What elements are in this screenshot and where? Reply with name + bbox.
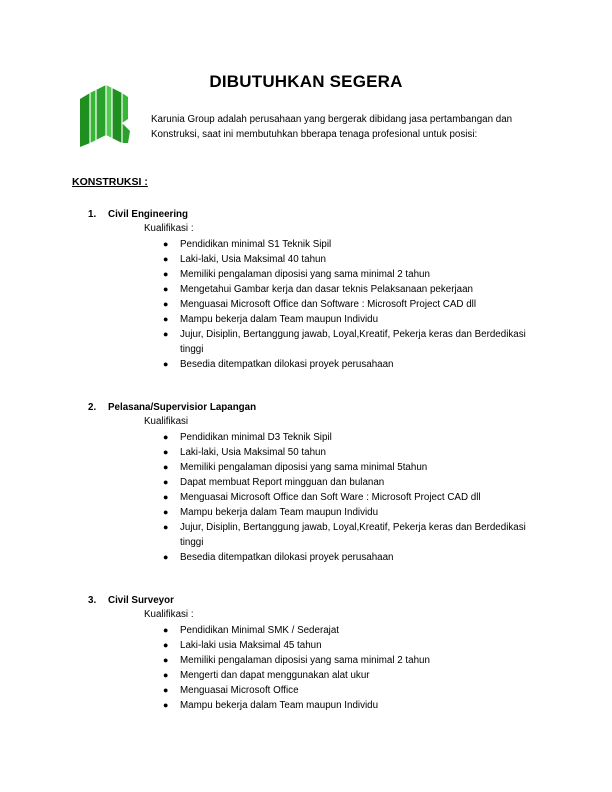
bullet-icon: ● bbox=[163, 359, 169, 369]
list-item: ● Besedia ditempatkan dilokasi proyek perusahaan bbox=[163, 359, 394, 370]
job-number: 3. bbox=[88, 595, 97, 606]
list-item: ● Pendidikan minimal D3 Teknik Sipil bbox=[163, 432, 332, 443]
job-title-text: Pelasana/Supervisior Lapangan bbox=[108, 402, 257, 413]
qualification-label: Kualifikasi bbox=[144, 416, 189, 427]
job-title-text: Civil Engineering bbox=[108, 209, 189, 220]
list-item: ● Menguasai Microsoft Office dan Soft Ware : Microsoft Project CAD dll bbox=[163, 492, 481, 503]
job-title bbox=[88, 594, 548, 608]
list-item: ● Memiliki pengalaman diposisi yang sama minimal 2 tahun bbox=[163, 655, 430, 666]
bullet-icon: ● bbox=[163, 552, 169, 562]
bullet-icon: ● bbox=[163, 314, 169, 324]
list-item: ● Pendidikan minimal S1 Teknik Sipil bbox=[163, 239, 332, 250]
job-pelaksana-supervisor bbox=[88, 401, 548, 565]
job-title bbox=[88, 208, 548, 222]
list-item: ● Menguasai Microsoft Office dan Software : Microsoft Project CAD dll bbox=[163, 299, 477, 310]
qualification-label: Kualifikasi : bbox=[144, 223, 194, 234]
job-title bbox=[88, 401, 548, 415]
bullet-icon: ● bbox=[163, 284, 169, 294]
qualification-label: Kualifikasi : bbox=[144, 609, 194, 620]
bullet-icon: ● bbox=[163, 477, 169, 487]
page-title: DIBUTUHKAN SEGERA bbox=[209, 72, 403, 91]
bullet-icon: ● bbox=[163, 700, 169, 710]
list-item: ● Dapat membuat Report mingguan dan bulanan bbox=[163, 477, 385, 488]
bullet-icon: ● bbox=[163, 254, 169, 264]
list-item: ● Jujur, Disiplin, Bertanggung jawab, Loyal,Kreatif, Pekerja keras dan Berdedikasi tinggi bbox=[163, 522, 526, 548]
bullet-icon: ● bbox=[163, 269, 169, 279]
list-item: ● Besedia ditempatkan dilokasi proyek perusahaan bbox=[163, 552, 394, 563]
bullet-icon: ● bbox=[163, 239, 169, 249]
requirements-list bbox=[88, 237, 548, 372]
bullet-icon: ● bbox=[163, 329, 169, 339]
requirements-list bbox=[88, 623, 548, 713]
list-item: ● Pendidikan Minimal SMK / Sederajat bbox=[163, 625, 340, 636]
bullet-icon: ● bbox=[163, 685, 169, 695]
bullet-icon: ● bbox=[163, 640, 169, 650]
job-title-text: Civil Surveyor bbox=[108, 595, 174, 606]
list-item: ● Laki-laki, Usia Maksimal 40 tahun bbox=[163, 254, 326, 265]
list-item: ● Menguasai Microsoft Office bbox=[163, 685, 299, 696]
list-item: ● Jujur, Disiplin, Bertanggung jawab, Loyal,Kreatif, Pekerja keras dan Berdedikasi tinggi bbox=[163, 329, 526, 355]
job-civil-engineering bbox=[88, 208, 548, 372]
job-number: 2. bbox=[88, 402, 97, 413]
intro-paragraph: Karunia Group adalah perusahaan yang bergerak dibidang jasa pertambangan dan Konstruksi, saat ini membutuhkan bberapa tenaga profesional untuk posisi: bbox=[151, 114, 513, 140]
list-item: ● Laki-laki usia Maksimal 45 tahun bbox=[163, 640, 322, 651]
bullet-icon: ● bbox=[163, 522, 169, 532]
list-item: ● Mampu bekerja dalam Team maupun Individu bbox=[163, 700, 379, 711]
list-item: ● Memiliki pengalaman diposisi yang sama minimal 5tahun bbox=[163, 462, 428, 473]
job-number: 1. bbox=[88, 209, 97, 220]
section-title: KONSTRUKSI : bbox=[72, 176, 148, 188]
list-item: ● Laki-laki, Usia Maksimal 50 tahun bbox=[163, 447, 326, 458]
list-item: ● Mengetahui Gambar kerja dan dasar teknis Pelaksanaan pekerjaan bbox=[163, 284, 473, 295]
bullet-icon: ● bbox=[163, 670, 169, 680]
requirements-list bbox=[88, 430, 548, 565]
bullet-icon: ● bbox=[163, 507, 169, 517]
list-item: ● Mampu bekerja dalam Team maupun Individu bbox=[163, 507, 379, 518]
job-civil-surveyor bbox=[88, 594, 548, 713]
bullet-icon: ● bbox=[163, 299, 169, 309]
list-item: ● Mampu bekerja dalam Team maupun Individu bbox=[163, 314, 379, 325]
list-item: ● Memiliki pengalaman diposisi yang sama minimal 2 tahun bbox=[163, 269, 430, 280]
bullet-icon: ● bbox=[163, 432, 169, 442]
bullet-icon: ● bbox=[163, 492, 169, 502]
bullet-icon: ● bbox=[163, 625, 169, 635]
bullet-icon: ● bbox=[163, 462, 169, 472]
bullet-icon: ● bbox=[163, 655, 169, 665]
list-item: ● Mengerti dan dapat menggunakan alat ukur bbox=[163, 670, 370, 681]
company-logo-icon bbox=[76, 85, 134, 147]
bullet-icon: ● bbox=[163, 447, 169, 457]
